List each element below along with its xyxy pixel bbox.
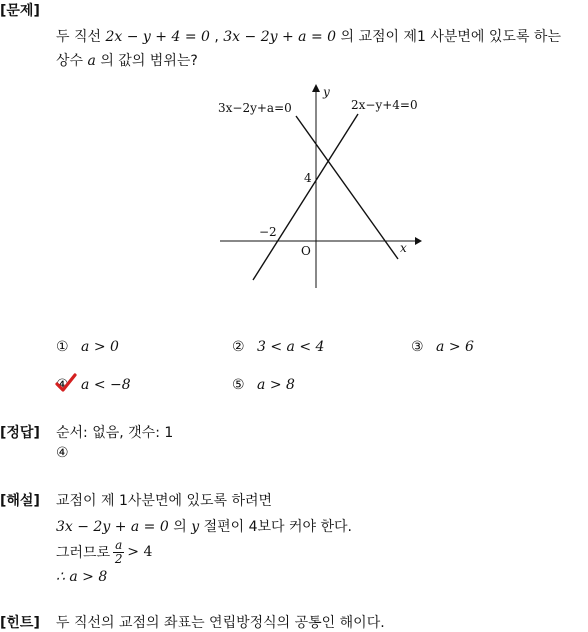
explanation-text: 의: [173, 519, 187, 535]
origin-label: O: [301, 244, 311, 258]
answer-value: ④: [56, 445, 69, 461]
problem-line-1: [56, 26, 561, 46]
x-axis-label: x: [400, 241, 407, 255]
problem-text: 두 직선: [56, 29, 102, 45]
choice-text: 3 < a < 4: [257, 339, 325, 355]
hint-text: 두 직선의 교점의 좌표는 연립방정식의 공통인 해이다.: [56, 615, 385, 631]
choice-marker: ④: [56, 377, 69, 393]
problem-text: 상수: [56, 53, 84, 69]
y-intercept-label: 4: [304, 171, 312, 185]
line-a-label: 3x−2y+a=0: [218, 101, 292, 115]
hint-label: [힌트]: [0, 615, 40, 631]
problem-label: [문제]: [0, 3, 40, 19]
choice-3[interactable]: [411, 339, 474, 355]
explanation-text: 그러므로: [56, 545, 111, 561]
choice-marker: ②: [232, 339, 245, 355]
choice-2[interactable]: [232, 339, 324, 355]
fraction-numerator: a: [115, 537, 123, 552]
x-axis-arrow: [415, 237, 422, 245]
choice-text: a > 6: [436, 339, 474, 355]
separator: ,: [214, 29, 219, 45]
choice-text: a < −8: [81, 377, 131, 393]
equation: 3x − 2y + a = 0: [56, 519, 169, 535]
variable-y: y: [191, 519, 200, 535]
explanation-line-4: ∴ a > 8: [56, 569, 108, 585]
line-b-label: 2x−y+4=0: [351, 98, 418, 112]
equation-1: 2x − y + 4 = 0: [105, 29, 210, 45]
y-axis-label: y: [323, 85, 330, 99]
equation-2: 3x − 2y + a = 0: [223, 29, 337, 45]
explanation-line-3: [56, 535, 152, 569]
problem-graph: [200, 78, 440, 298]
explanation-line-1: 교점이 제 1사분면에 있도록 하려면: [56, 493, 273, 509]
explanation-line-2: [56, 516, 352, 536]
fraction-denominator: 2: [114, 551, 123, 566]
checkmark-icon: [55, 373, 77, 393]
fraction: [113, 539, 124, 566]
choice-marker: ③: [411, 339, 424, 355]
choice-1[interactable]: [56, 339, 119, 355]
problem-text: 의 교점이 제1 사분면에 있도록 하는: [340, 29, 561, 45]
explanation-label: [해설]: [0, 493, 40, 509]
choice-5[interactable]: [232, 377, 295, 393]
choice-marker: ①: [56, 339, 69, 355]
choice-marker: ⑤: [232, 377, 245, 393]
explanation-text: 절편이 4보다 커야 한다.: [203, 519, 353, 535]
choice-text: a > 0: [81, 339, 119, 355]
answer-label: [정답]: [0, 425, 40, 441]
answer-order: 순서: 없음, 갯수: 1: [56, 425, 174, 441]
x-intercept-label: −2: [259, 225, 277, 239]
variable-a: a: [87, 53, 96, 69]
problem-line-2: [56, 50, 198, 70]
choice-text: a > 8: [257, 377, 295, 393]
y-axis-arrow: [312, 84, 320, 92]
problem-text: 의 값의 범위는?: [100, 53, 198, 69]
inequality: > 4: [127, 544, 153, 560]
